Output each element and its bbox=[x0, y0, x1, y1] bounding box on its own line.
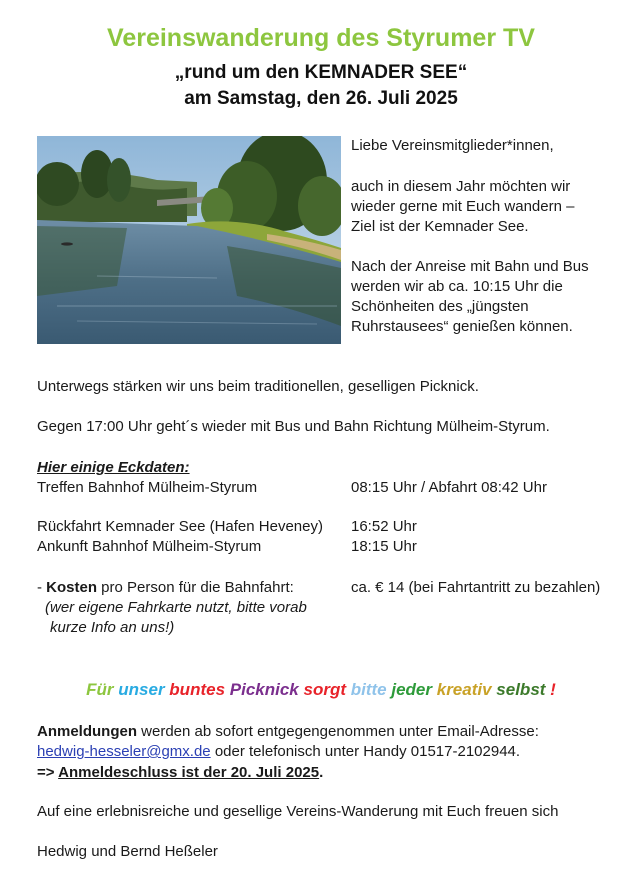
eckdaten-value: 18:15 Uhr bbox=[351, 538, 417, 555]
signature: Hedwig und Bernd Heßeler bbox=[37, 843, 218, 860]
subtitle: „rund um den KEMNADER SEE“ bbox=[174, 62, 468, 83]
picnic-text: Unterwegs stärken wir uns beim traditionellen, geselligen Picknick. bbox=[37, 378, 479, 395]
intro-line: wieder gerne mit Euch wandern – bbox=[351, 198, 575, 215]
lake-landscape-photo bbox=[37, 136, 341, 344]
deadline-text: Anmeldeschluss ist der 20. Juli 2025 bbox=[58, 764, 320, 781]
kosten-value: ca. € 14 (bei Fahrtantritt zu bezahlen) bbox=[351, 579, 601, 596]
deadline-line bbox=[37, 763, 323, 783]
intro-line: Schönheiten des „jüngsten bbox=[351, 298, 529, 315]
phone-text: oder telefonisch unter Handy 01517-2102944. bbox=[210, 743, 521, 760]
date-line: am Samstag, den 26. Juli 2025 bbox=[184, 88, 458, 109]
intro-line: Nach der Anreise mit Bahn und Bus bbox=[351, 258, 589, 275]
eckdaten-value: 16:52 Uhr bbox=[351, 518, 417, 535]
ticket-note: kurze Info an uns!) bbox=[50, 619, 175, 636]
intro-line: werden wir ab ca. 10:15 Uhr die bbox=[351, 278, 563, 295]
motto-word: kreativ bbox=[436, 680, 492, 699]
intro-line: auch in diesem Jahr möchten wir bbox=[351, 178, 571, 195]
motto-word: sorgt bbox=[303, 680, 346, 699]
closing-line: Auf eine erlebnisreiche und gesellige Vereins-Wanderung mit Euch freuen sich bbox=[37, 803, 559, 820]
kosten-label: Kosten bbox=[46, 579, 98, 596]
email-link[interactable]: hedwig-hesseler@gmx.de bbox=[37, 743, 211, 760]
eckdaten-value: 08:15 Uhr / Abfahrt 08:42 Uhr bbox=[351, 479, 547, 496]
motto bbox=[0, 680, 642, 700]
anmeldung-label: Anmeldungen bbox=[37, 723, 137, 740]
ticket-note: (wer eigene Fahrkarte nutzt, bitte vorab bbox=[45, 599, 307, 616]
anmeldung-text: werden ab sofort entgegengenommen unter Email-Adresse: bbox=[137, 723, 539, 740]
kosten-prefix: - bbox=[37, 579, 47, 596]
kosten-line bbox=[37, 578, 294, 598]
motto-word: Für bbox=[86, 680, 114, 699]
eckdaten-label: Rückfahrt Kemnader See (Hafen Heveney) bbox=[37, 518, 323, 535]
motto-word: bitte bbox=[350, 680, 387, 699]
eckdaten-label: Ankunft Bahnhof Mülheim-Styrum bbox=[37, 538, 262, 555]
motto-word: selbst bbox=[496, 680, 546, 699]
deadline-arrow: => bbox=[37, 764, 59, 781]
page-title: Vereinswanderung des Styrumer TV bbox=[107, 24, 535, 52]
motto-word: buntes bbox=[169, 680, 226, 699]
motto-word: jeder bbox=[391, 680, 432, 699]
motto-word: ! bbox=[550, 680, 556, 699]
intro-line: Ziel ist der Kemnader See. bbox=[351, 218, 529, 235]
motto-word: unser bbox=[118, 680, 165, 699]
deadline-end: . bbox=[319, 764, 324, 781]
eckdaten-heading: Hier einige Eckdaten: bbox=[37, 459, 190, 476]
greeting: Liebe Vereinsmitglieder*innen, bbox=[351, 137, 554, 154]
return-text: Gegen 17:00 Uhr geht´s wieder mit Bus und Bahn Richtung Mülheim-Styrum. bbox=[37, 418, 550, 435]
contact-line bbox=[37, 742, 520, 762]
anmeldung-line bbox=[37, 722, 539, 742]
eckdaten-label: Treffen Bahnhof Mülheim-Styrum bbox=[37, 479, 258, 496]
intro-line: Ruhrstausees“ genießen können. bbox=[351, 318, 573, 335]
motto-word: Picknick bbox=[229, 680, 299, 699]
kosten-text: pro Person für die Bahnfahrt: bbox=[97, 579, 294, 596]
